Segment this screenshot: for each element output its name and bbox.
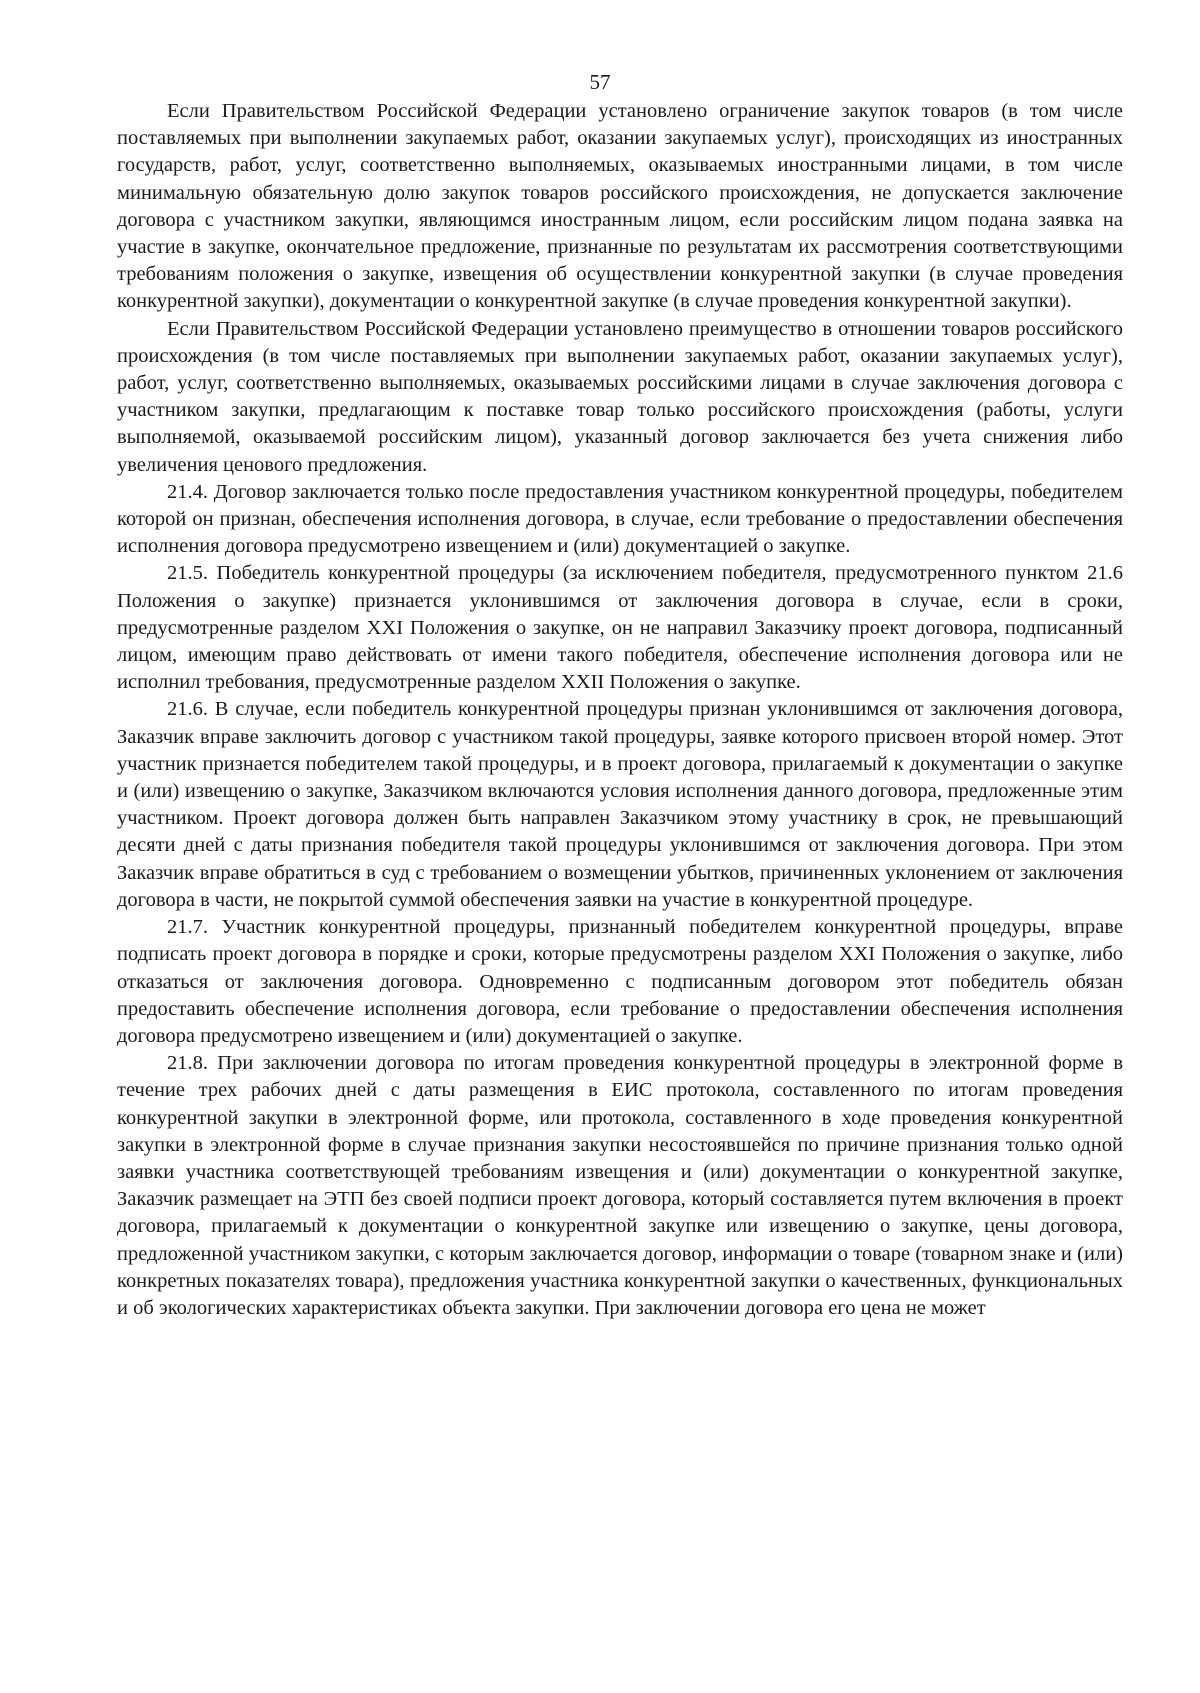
paragraph-restriction-foreign-goods: Если Правительством Российской Федерации установлено ограничение закупок товаров (в том числе поставляемых при выполнении закупаемых работ, оказании закупаемых услуг), происходящих из иностранных государств, работ, услуг, соответственно выполняемых, оказываемых иностранными лицами, в том числе минимальную обязательную долю закупок товаров российского происхождения, не допускается заключение договора с участником закупки, являющимся иностранным лицом, если российским лицом подана заявка на участие в закупке, окончательное предложение, признанные по результатам их рассмотрения соответствующими требованиям положения о закупке, извещения об осуществлении конкурентной закупки (в случае проведения конкурентной закупки), документации о конкурентной закупке (в случае проведения конкурентной закупки). — [117, 100, 1123, 313]
paragraph-21-7: 21.7. Участник конкурентной процедуры, признанный победителем конкурентной процедуры, вправе подписать проект договора в порядке и сроки, которые предусмотрены разделом XXI Положения о закупке, либо отказаться от заключения договора. Одновременно с подписанным договором этот победитель обязан предоставить обеспечение исполнения договора, если требование о предоставлении обеспечения исполнения договора предусмотрено извещением и (или) документацией о закупке. — [117, 916, 1123, 1047]
page-number: 57 — [589, 70, 611, 94]
paragraph-21-4: 21.4. Договор заключается только после предоставления участником конкурентной процедуры, победителем которой он признан, обеспечения исполнения договора, в случае, если требование о предоставлении обеспечения исполнения договора предусмотрено извещением и (или) документацией о закупке. — [117, 480, 1123, 558]
paragraph-21-5: 21.5. Победитель конкурентной процедуры (за исключением победителя, предусмотренного пунктом 21.6 Положения о закупке) признается уклонившимся от заключения договора в случае, если в сроки, предусмотренные разделом XXI Положения о закупке, он не направил Заказчику проект договора, подписанный лицом, имеющим право действовать от имени такого победителя, обеспечение исполнения договора или не исполнил требования, предусмотренные разделом XXII Положения о закупке. — [117, 562, 1123, 694]
paragraph-21-6: 21.6. В случае, если победитель конкурентной процедуры признан уклонившимся от заключения договора, Заказчик вправе заключить договор с участником такой процедуры, заявке которого присвоен второй номер. Этот участник признается победителем такой процедуры, и в проект договора, прилагаемый к документации о закупке и (или) извещению о закупке, Заказчиком включаются условия исполнения данного договора, предложенные этим участником. Проект договора должен быть направлен Заказчиком этому участнику в срок, не превышающий десяти дней с даты признания победителя такой процедуры уклонившимся от заключения договора. При этом Заказчик вправе обратиться в суд с требованием о возмещении убытков, причиненных уклонением от заключения договора в части, не покрытой суммой обеспечения заявки на участие в конкурентной процедуре. — [117, 698, 1123, 911]
document-body — [117, 98, 1123, 1322]
paragraph-21-8: 21.8. При заключении договора по итогам проведения конкурентной процедуры в электронной форме в течение трех рабочих дней с даты размещения в ЕИС протокола, составленного по итогам проведения конкурентной закупки в электронной форме, или протокола, составленного в ходе проведения конкурентной закупки в электронной форме в случае признания закупки несостоявшейся по причине признания только одной заявки участника соответствующей требованиям извещения и (или) документации о конкурентной закупке, Заказчик размещает на ЭТП без своей подписи проект договора, который составляется путем включения в проект договора, прилагаемый к документации о конкурентной закупке или извещению о закупке, цены договора, предложенной участником закупки, с которым заключается договор, информации о товаре (товарном знаке и (или) конкретных показателях товара), предложения участника конкурентной закупки о качественных, функциональных и об экологических характеристиках объекта закупки. При заключении договора его цена не может — [117, 1052, 1123, 1319]
paragraph-preference-russian-goods: Если Правительством Российской Федерации установлено преимущество в отношении товаров российского происхождения (в том числе поставляемых при выполнении закупаемых работ, оказании закупаемых услуг), работ, услуг, соответственно выполняемых, оказываемых российскими лицами в случае заключения договора с участником закупки, предлагающим к поставке товар только российского происхождения (работы, услуги выполняемой, оказываемой российским лицом), указанный договор заключается без учета снижения либо увеличения ценового предложения. — [117, 317, 1123, 476]
